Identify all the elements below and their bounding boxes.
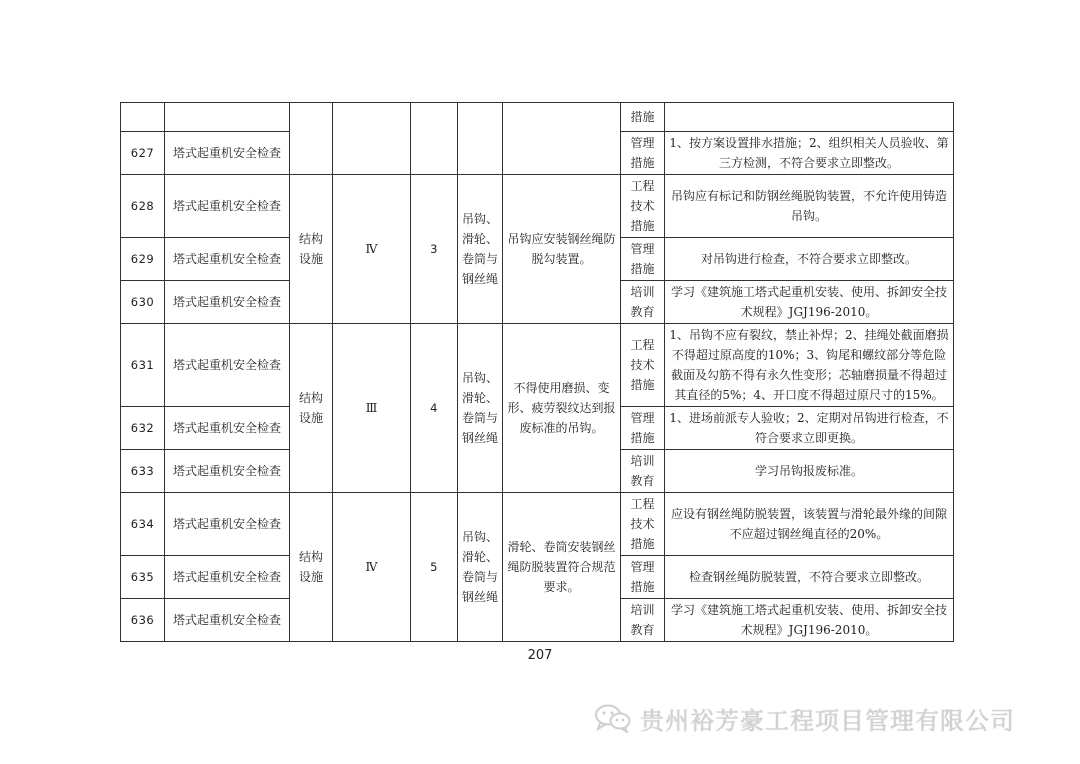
category-cell: 结构设施 (290, 324, 333, 493)
measure-text-cell: 吊钩应有标记和防钢丝绳脱钩装置，不允许使用铸造吊钩。 (665, 175, 954, 238)
table-row (121, 493, 954, 556)
category-cell: 结构设施 (290, 493, 333, 642)
measure-text-cell: 学习《建筑施工塔式起重机安装、使用、拆卸安全技术规程》JGJ196-2010。 (665, 599, 954, 642)
measure-type-cell: 措施 (621, 103, 665, 132)
row-num-cell: 632 (121, 407, 165, 450)
page-number: 207 (527, 648, 553, 663)
category-cell: 结构设施 (290, 175, 333, 324)
item-name-cell: 塔式起重机安全检查 (165, 175, 290, 238)
measure-type-cell: 培训教育 (621, 281, 665, 324)
row-num-cell: 636 (121, 599, 165, 642)
item-name-cell: 塔式起重机安全检查 (165, 324, 290, 407)
measure-type-cell: 工程技术措施 (621, 493, 665, 556)
row-num-cell: 634 (121, 493, 165, 556)
measure-text-cell: 应设有钢丝绳防脱装置，该装置与滑轮最外缘的间隙不应超过钢丝绳直径的20%。 (665, 493, 954, 556)
measure-text-cell: 学习《建筑施工塔式起重机安装、使用、拆卸安全技术规程》JGJ196-2010。 (665, 281, 954, 324)
component-cell: 吊钩、滑轮、卷筒与钢丝绳 (458, 493, 503, 642)
hazard-table (120, 102, 954, 642)
measure-type-cell: 管理措施 (621, 132, 665, 175)
measure-text-cell: 1、按方案设置排水措施；2、组织相关人员验收、第三方检测，不符合要求立即整改。 (665, 132, 954, 175)
index-cell: 3 (411, 175, 458, 324)
table-row (121, 324, 954, 407)
item-name-cell: 塔式起重机安全检查 (165, 556, 290, 599)
watermark (594, 700, 1015, 736)
item-name-cell: 塔式起重机安全检查 (165, 407, 290, 450)
measure-type-cell: 管理措施 (621, 407, 665, 450)
row-num-cell: 631 (121, 324, 165, 407)
row-num-cell (121, 103, 165, 132)
row-num-cell: 629 (121, 238, 165, 281)
description-cell: 吊钩应安装钢丝绳防脱勾装置。 (503, 175, 621, 324)
index-cell: 4 (411, 324, 458, 493)
measure-type-cell: 培训教育 (621, 450, 665, 493)
row-num-cell: 633 (121, 450, 165, 493)
item-name-cell: 塔式起重机安全检查 (165, 493, 290, 556)
measure-type-cell: 工程技术措施 (621, 175, 665, 238)
description-cell: 不得使用磨损、变形、疲劳裂纹达到报废标准的吊钩。 (503, 324, 621, 493)
table-row (121, 175, 954, 238)
level-cell (333, 103, 411, 175)
level-cell: Ⅳ (333, 493, 411, 642)
measure-type-cell: 工程技术措施 (621, 324, 665, 407)
item-name-cell: 塔式起重机安全检查 (165, 281, 290, 324)
description-cell: 滑轮、卷筒安装钢丝绳防脱装置符合规范要求。 (503, 493, 621, 642)
wechat-icon (594, 703, 632, 733)
measure-text-cell: 对吊钩进行检查，不符合要求立即整改。 (665, 238, 954, 281)
index-cell: 5 (411, 493, 458, 642)
measure-text-cell: 1、进场前派专人验收；2、定期对吊钩进行检查，不符合要求立即更换。 (665, 407, 954, 450)
index-cell (411, 103, 458, 175)
measure-type-cell: 培训教育 (621, 599, 665, 642)
measure-text-cell: 学习吊钩报废标准。 (665, 450, 954, 493)
category-cell (290, 103, 333, 175)
measure-text-cell: 检查钢丝绳防脱装置，不符合要求立即整改。 (665, 556, 954, 599)
level-cell: Ⅲ (333, 324, 411, 493)
component-cell: 吊钩、滑轮、卷筒与钢丝绳 (458, 175, 503, 324)
row-num-cell: 635 (121, 556, 165, 599)
item-name-cell: 塔式起重机安全检查 (165, 599, 290, 642)
level-cell: Ⅳ (333, 175, 411, 324)
item-name-cell: 塔式起重机安全检查 (165, 238, 290, 281)
measure-type-cell: 管理措施 (621, 238, 665, 281)
description-cell (503, 103, 621, 175)
row-num-cell: 630 (121, 281, 165, 324)
table-row (121, 103, 954, 132)
item-name-cell: 塔式起重机安全检查 (165, 450, 290, 493)
component-cell: 吊钩、滑轮、卷筒与钢丝绳 (458, 324, 503, 493)
measure-text-cell: 1、吊钩不应有裂纹，禁止补焊；2、挂绳处截面磨损不得超过原高度的10%；3、钩尾和螺纹部分等危险截面及勾筋不得有永久性变形；芯轴磨损量不得超过其直径的5%；4、开口度不得超过原尺寸的15%。 (665, 324, 954, 407)
watermark-text: 贵州裕芳豪工程项目管理有限公司 (640, 706, 1015, 735)
measure-text-cell (665, 103, 954, 132)
component-cell (458, 103, 503, 175)
item-name-cell: 塔式起重机安全检查 (165, 132, 290, 175)
row-num-cell: 628 (121, 175, 165, 238)
row-num-cell: 627 (121, 132, 165, 175)
item-name-cell (165, 103, 290, 132)
measure-type-cell: 管理措施 (621, 556, 665, 599)
